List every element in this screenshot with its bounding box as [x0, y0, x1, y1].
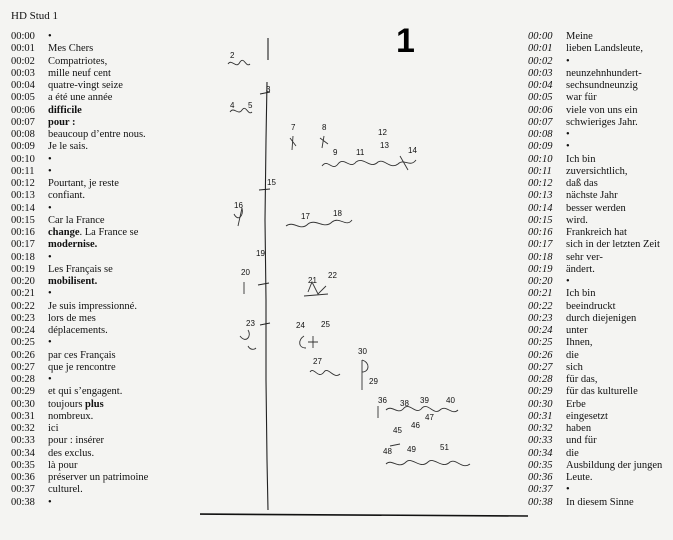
- timecode: 00:24: [11, 325, 35, 336]
- transcript-text: là pour: [48, 459, 78, 471]
- transcript-row: [528, 105, 668, 117]
- sketch-number: 13: [380, 141, 389, 150]
- transcript-row: [11, 68, 211, 80]
- transcript-row: [11, 325, 211, 337]
- timecode: 00:01: [11, 43, 35, 55]
- transcript-text: •: [48, 337, 52, 349]
- transcript-row: [11, 31, 211, 43]
- sketch-number: 19: [256, 249, 265, 258]
- timecode: 00:07: [528, 116, 553, 128]
- sketch-number: 4: [230, 101, 235, 110]
- transcript-row: [528, 43, 668, 55]
- transcript-text: zuversichtlich,: [566, 165, 628, 177]
- sketch-number: 46: [411, 421, 420, 430]
- transcript-text: par ces Français: [48, 349, 116, 361]
- timecode: 00:37: [11, 484, 35, 496]
- timecode: 00:25: [528, 337, 553, 349]
- transcript-row: [11, 227, 211, 239]
- transcript-text: a été une année: [48, 92, 113, 104]
- timecode: 00:20: [528, 276, 553, 287]
- timecode: 00:25: [11, 337, 35, 349]
- transcript-text: ändert.: [566, 263, 595, 275]
- sketch-number: 36: [378, 396, 387, 405]
- transcript-text: Ich bin: [566, 153, 596, 165]
- timecode: 00:04: [528, 80, 553, 91]
- timecode: 00:28: [528, 374, 553, 385]
- transcript-row: [11, 301, 211, 313]
- transcript-row: [528, 227, 668, 239]
- timecode: 00:13: [528, 190, 553, 202]
- timecode: 00:26: [11, 349, 35, 361]
- transcript-text: für das,: [566, 374, 598, 385]
- transcript-text: •: [48, 153, 52, 165]
- transcript-row: [528, 362, 668, 374]
- transcript-text: besser werden: [566, 202, 626, 214]
- transcript-row: [11, 56, 211, 68]
- transcript-row: [11, 472, 211, 484]
- transcript-text: schwieriges Jahr.: [566, 116, 638, 128]
- transcript-row: [11, 252, 211, 264]
- transcript-row: [11, 423, 211, 435]
- timecode: 00:37: [528, 484, 553, 496]
- transcript-text: die: [566, 447, 579, 459]
- timecode: 00:23: [11, 312, 35, 324]
- transcript-row: [528, 68, 668, 80]
- sketch-number: 16: [234, 201, 243, 210]
- transcript-row: [528, 178, 668, 190]
- transcript-text: Meine: [566, 31, 593, 42]
- timecode: 00:17: [11, 239, 35, 251]
- transcript-text: culturel.: [48, 484, 83, 496]
- transcript-text: •: [48, 251, 52, 263]
- transcript-row: [528, 252, 668, 264]
- transcript-row: [528, 350, 668, 362]
- transcript-text: Ihnen,: [566, 337, 593, 349]
- transcript-row: [528, 117, 668, 129]
- handwritten-timeline-sketch: [200, 20, 530, 540]
- transcript-text: für das kulturelle: [566, 386, 638, 398]
- transcript-text: Ausbildung der jungen: [566, 459, 663, 471]
- transcript-row: [11, 276, 211, 288]
- timecode: 00:04: [11, 80, 35, 91]
- timecode: 00:15: [11, 214, 35, 226]
- transcript-row: [528, 484, 668, 496]
- sketch-number: 2: [230, 51, 235, 60]
- timecode: 00:20: [11, 276, 35, 287]
- transcript-row: [11, 141, 211, 153]
- timecode: 00:35: [528, 459, 553, 471]
- transcript-text: [48, 399, 104, 411]
- sketch-number: 45: [393, 426, 402, 435]
- timecode: 00:08: [11, 129, 35, 140]
- timecode: 00:29: [528, 386, 553, 398]
- transcript-text: durch diejenigen: [566, 312, 637, 324]
- transcript-text: des exclus.: [48, 447, 95, 459]
- transcript-text: •: [566, 484, 570, 496]
- sketch-numbers: [230, 51, 455, 456]
- timecode: 00:29: [11, 386, 35, 398]
- transcript-text: que je rencontre: [48, 361, 116, 373]
- transcript-row: [528, 337, 668, 349]
- transcript-row: [11, 190, 211, 202]
- transcript-row: [528, 276, 668, 288]
- transcript-text: unter: [566, 325, 588, 336]
- transcript-row: [528, 203, 668, 215]
- timecode: 00:00: [11, 31, 35, 42]
- sketch-number: 38: [400, 399, 409, 408]
- timecode: 00:11: [528, 165, 552, 177]
- transcript-row: [11, 154, 211, 166]
- baseline-line: [200, 514, 528, 516]
- transcript-row: [11, 337, 211, 349]
- transcript-row: [528, 411, 668, 423]
- transcript-text: lieben Landsleute,: [566, 43, 643, 55]
- transcript-row: [528, 497, 668, 509]
- german-transcript: [528, 31, 668, 509]
- transcript-text: préserver un patrimoine: [48, 472, 149, 483]
- sketch-number: 29: [369, 377, 378, 386]
- timecode: 00:33: [11, 435, 35, 447]
- french-transcript: [11, 31, 211, 509]
- transcript-row: [11, 288, 211, 300]
- timecode: 00:06: [11, 104, 35, 116]
- timecode: 00:32: [528, 423, 553, 434]
- timecode: 00:26: [528, 349, 553, 361]
- timecode: 00:12: [528, 178, 553, 189]
- transcript-row: [11, 484, 211, 496]
- timecode: 00:06: [528, 104, 553, 116]
- transcript-text: lors de mes: [48, 312, 96, 324]
- transcript-row: [11, 362, 211, 374]
- transcript-row: [528, 190, 668, 202]
- transcript-text: •: [566, 141, 570, 153]
- sketch-number: 7: [291, 123, 296, 132]
- transcript-text: confiant.: [48, 190, 86, 202]
- transcript-text: mille neuf cent: [48, 67, 111, 79]
- transcript-row: [11, 80, 211, 92]
- transcript-text: •: [566, 129, 570, 140]
- transcript-text: •: [48, 374, 52, 385]
- transcript-text: eingesetzt: [566, 410, 608, 422]
- transcript-row: [528, 166, 668, 178]
- transcript-row: [528, 215, 668, 227]
- transcript-text: •: [48, 496, 52, 508]
- sketch-number: 23: [246, 319, 255, 328]
- transcript-row: [528, 472, 668, 484]
- sketch-number: 27: [313, 357, 322, 366]
- transcript-text: daß das: [566, 178, 598, 189]
- sketch-number: 40: [446, 396, 455, 405]
- sketch-number: 48: [383, 447, 392, 456]
- transcript-row: [11, 374, 211, 386]
- timecode: 00:38: [11, 496, 35, 508]
- transcript-row: [528, 423, 668, 435]
- transcript-text: •: [566, 55, 570, 67]
- transcript-text-part: plus: [85, 398, 104, 410]
- transcript-text: •: [48, 31, 52, 42]
- sketch-number: 5: [248, 101, 253, 110]
- transcript-row: [528, 386, 668, 398]
- transcript-text: •: [48, 288, 52, 300]
- transcript-row: [528, 154, 668, 166]
- timecode: 00:19: [11, 263, 35, 275]
- transcript-row: [11, 215, 211, 227]
- transcript-row: [11, 43, 211, 55]
- timecode: 00:30: [528, 398, 553, 410]
- timecode: 00:28: [11, 374, 35, 385]
- sketch-number: 17: [301, 212, 310, 221]
- transcript-text: Pourtant, je reste: [48, 178, 119, 189]
- transcript-text: Les Français se: [48, 263, 113, 275]
- timecode: 00:33: [528, 435, 553, 447]
- transcript-row: [528, 92, 668, 104]
- transcript-text: nächste Jahr: [566, 190, 618, 202]
- timecode: 00:16: [11, 227, 35, 238]
- transcript-row: [528, 129, 668, 141]
- transcript-row: [528, 325, 668, 337]
- transcript-row: [11, 92, 211, 104]
- timeline-axis: [265, 38, 268, 510]
- transcript-text: déplacements.: [48, 325, 108, 336]
- sketch-number: 11: [356, 148, 365, 157]
- timecode: 00:18: [11, 251, 35, 263]
- timecode: 00:36: [528, 472, 553, 483]
- transcript-row: [11, 203, 211, 215]
- timecode: 00:15: [528, 214, 553, 226]
- timecode: 00:34: [11, 447, 35, 459]
- transcript-text: beeindruckt: [566, 300, 616, 312]
- timecode: 00:14: [528, 202, 553, 214]
- transcript-text: ici: [48, 423, 59, 434]
- transcript-row: [11, 399, 211, 411]
- transcript-text: modernise.: [48, 239, 98, 251]
- transcript-text: viele von uns ein: [566, 104, 638, 116]
- transcript-text: Mes Chers: [48, 43, 94, 55]
- transcript-row: [11, 166, 211, 178]
- transcript-row: [11, 264, 211, 276]
- timecode: 00:09: [528, 141, 553, 153]
- timecode: 00:01: [528, 43, 553, 55]
- timecode: 00:03: [528, 67, 553, 79]
- timecode: 00:16: [528, 227, 553, 238]
- transcript-row: [11, 350, 211, 362]
- transcript-text-part: . La France se: [79, 227, 139, 238]
- timecode: 00:32: [11, 423, 35, 434]
- transcript-text: neunzehnhundert-: [566, 67, 642, 79]
- transcript-text: die: [566, 349, 579, 361]
- transcript-text: haben: [566, 423, 592, 434]
- timecode: 00:05: [528, 92, 553, 104]
- transcript-text: Compatriotes,: [48, 55, 108, 67]
- transcript-row: [11, 117, 211, 129]
- transcript-text: Frankreich hat: [566, 227, 627, 238]
- timecode: 00:02: [11, 55, 35, 67]
- transcript-text: Leute.: [566, 472, 593, 483]
- transcript-text: sehr ver-: [566, 251, 603, 263]
- transcript-row: [528, 141, 668, 153]
- timecode: 00:27: [528, 361, 553, 373]
- transcript-text: •: [48, 165, 52, 177]
- timecode: 00:35: [11, 459, 35, 471]
- transcript-row: [528, 435, 668, 447]
- transcript-row: [528, 264, 668, 276]
- transcript-text: mobilisent.: [48, 276, 98, 287]
- timecode: 00:31: [528, 410, 553, 422]
- timecode: 00:09: [11, 141, 35, 153]
- timecode: 00:05: [11, 92, 35, 104]
- transcript-text: sich in der letzten Zeit: [566, 239, 660, 251]
- sketch-number: 9: [333, 148, 338, 157]
- sketch-number: 20: [241, 268, 250, 277]
- timecode: 00:10: [528, 153, 553, 165]
- transcript-row: [528, 31, 668, 43]
- transcript-row: [528, 288, 668, 300]
- timecode: 00:38: [528, 496, 553, 508]
- transcript-text: war für: [566, 92, 597, 104]
- transcript-text-part: change: [48, 227, 80, 238]
- transcript-row: [11, 313, 211, 325]
- transcript-row: [11, 460, 211, 472]
- transcript-row: [528, 313, 668, 325]
- transcript-text: sich: [566, 361, 583, 373]
- transcript-row: [11, 105, 211, 117]
- transcript-text: Car la France: [48, 214, 105, 226]
- document-title: HD Stud 1: [11, 10, 59, 22]
- transcript-row: [528, 374, 668, 386]
- timecode: 00:03: [11, 67, 35, 79]
- timecode: 00:17: [528, 239, 553, 251]
- transcript-row: [11, 239, 211, 251]
- timecode: 00:27: [11, 361, 35, 373]
- sketch-number: 25: [321, 320, 330, 329]
- timecode: 00:10: [11, 153, 35, 165]
- transcript-row: [528, 301, 668, 313]
- timecode: 00:36: [11, 472, 35, 483]
- sketch-number: 3: [266, 85, 271, 94]
- timecode: 00:24: [528, 325, 553, 336]
- timecode: 00:22: [528, 300, 553, 312]
- timecode: 00:08: [528, 129, 553, 140]
- transcript-row: [528, 56, 668, 68]
- sketch-number: 21: [308, 276, 317, 285]
- sketch-number: 14: [408, 146, 417, 155]
- sketch-number: 12: [378, 128, 387, 137]
- timecode: 00:21: [528, 288, 553, 300]
- timecode: 00:34: [528, 447, 553, 459]
- transcript-text: beaucoup d’entre nous.: [48, 129, 146, 140]
- transcript-row: [11, 411, 211, 423]
- transcript-text: nombreux.: [48, 410, 94, 422]
- sketch-number: 8: [322, 123, 327, 132]
- transcript-row: [11, 386, 211, 398]
- transcript-text: und für: [566, 435, 597, 447]
- transcript-text: difficile: [48, 104, 82, 116]
- transcript-row: [11, 129, 211, 141]
- timeline-ticks: [258, 92, 270, 325]
- transcript-row: [11, 497, 211, 509]
- timecode: 00:13: [11, 190, 35, 202]
- timecode: 00:07: [11, 116, 35, 128]
- timecode: 00:23: [528, 312, 553, 324]
- transcript-text: et qui s’engagent.: [48, 386, 123, 398]
- sketch-number: 22: [328, 271, 337, 280]
- sketch-number: 49: [407, 445, 416, 454]
- timecode: 00:19: [528, 263, 553, 275]
- sketch-number: 15: [267, 178, 276, 187]
- transcript-text: Je le sais.: [48, 141, 88, 153]
- timecode: 00:11: [11, 165, 35, 177]
- timecode: 00:30: [11, 398, 35, 410]
- transcript-text: •: [48, 202, 52, 214]
- transcript-text-part: toujours: [48, 398, 86, 410]
- timecode: 00:18: [528, 251, 553, 263]
- timecode: 00:31: [11, 410, 35, 422]
- timecode: 00:12: [11, 178, 35, 189]
- transcript-text: •: [566, 276, 570, 287]
- transcript-text: In diesem Sinne: [566, 496, 634, 508]
- timecode: 00:02: [528, 55, 553, 67]
- transcript-text: Erbe: [566, 398, 586, 410]
- transcript-text: Ich bin: [566, 288, 596, 300]
- transcript-row: [528, 399, 668, 411]
- timecode: 00:14: [11, 202, 35, 214]
- sketch-number: 39: [420, 396, 429, 405]
- timecode: 00:00: [528, 31, 553, 42]
- transcript-text: [48, 227, 138, 239]
- sketch-number: 47: [425, 413, 434, 422]
- sketch-number: 18: [333, 209, 342, 218]
- transcript-row: [528, 80, 668, 92]
- transcript-row: [528, 460, 668, 472]
- page-number: 1: [396, 22, 415, 60]
- sketch-number: 51: [440, 443, 449, 452]
- transcript-text: pour :: [48, 116, 76, 128]
- transcript-text: pour : insérer: [48, 435, 104, 447]
- timecode: 00:21: [11, 288, 35, 300]
- transcript-row: [528, 239, 668, 251]
- transcript-text: quatre-vingt seize: [48, 80, 123, 91]
- transcript-row: [528, 448, 668, 460]
- transcript-row: [11, 435, 211, 447]
- transcript-text: sechsundneunzig: [566, 80, 638, 91]
- transcript-row: [11, 178, 211, 190]
- sketch-number: 30: [358, 347, 367, 356]
- transcript-row: [11, 448, 211, 460]
- transcript-text: Je suis impressionné.: [48, 300, 137, 312]
- timecode: 00:22: [11, 300, 35, 312]
- transcript-text: wird.: [566, 214, 588, 226]
- sketch-number: 24: [296, 321, 305, 330]
- handwritten-annotations: [228, 60, 470, 465]
